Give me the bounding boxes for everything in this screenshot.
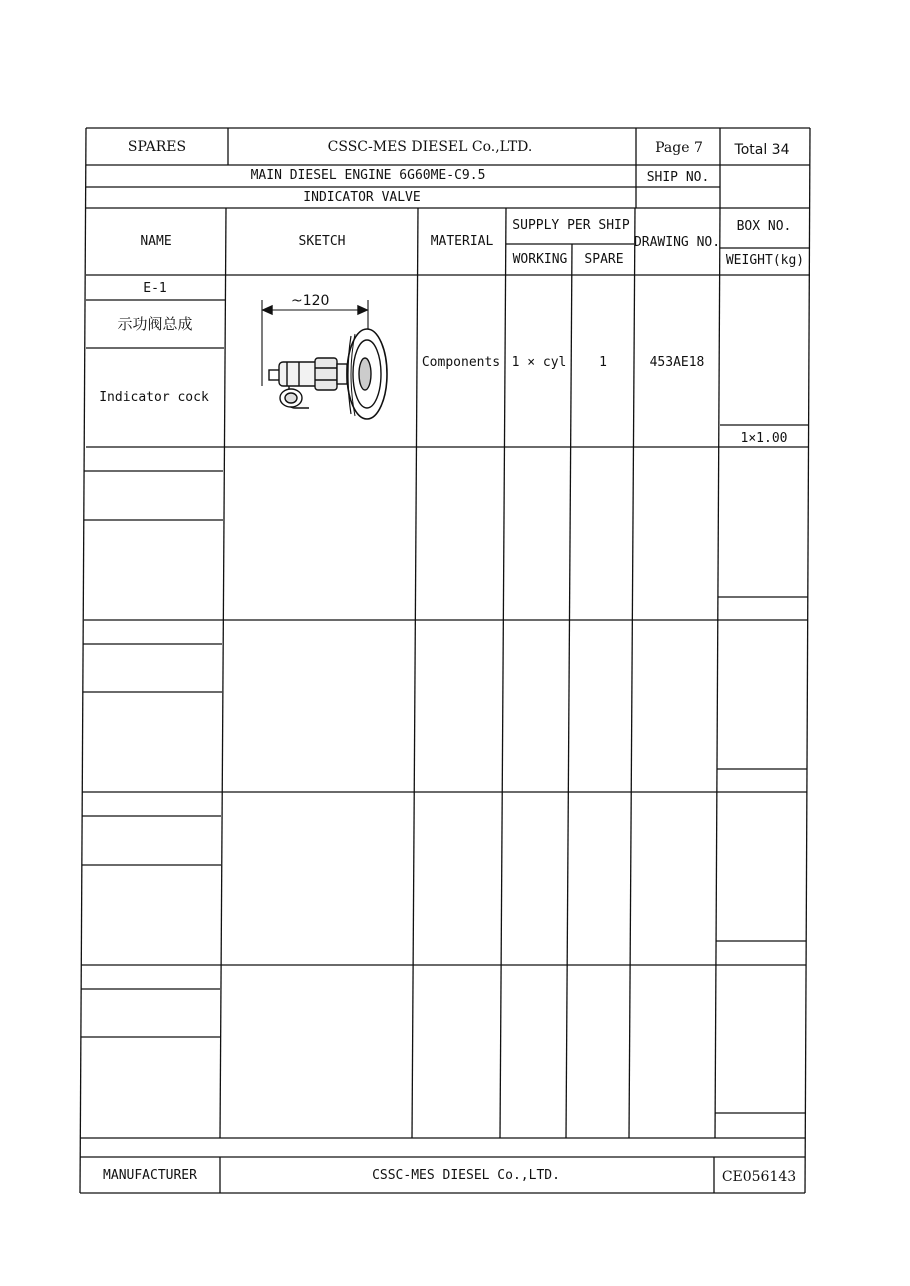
item-spare: 1 [599,355,607,370]
col-supply: SUPPLY PER SHIP [512,218,630,233]
manufacturer-label: MANUFACTURER [103,1168,197,1183]
part-title: INDICATOR VALVE [303,190,421,205]
company-title: CSSC-MES DIESEL Co.,LTD. [327,139,533,155]
item-material: Components [421,355,501,370]
col-drawing-no: DRAWING NO. [633,235,721,250]
document-number: CE056143 [721,1169,797,1185]
item-drawing-no: 453AE18 [649,355,705,370]
item-weight: 1×1.00 [740,431,788,446]
total-pages: Total 34 [734,142,790,158]
ship-no-label: SHIP NO. [646,170,710,185]
item-code: E-1 [143,281,167,296]
item-working: 1 × cyl [511,355,567,370]
item-name-cn: 示功阀总成 [117,315,193,333]
col-weight: WEIGHT(kg) [725,253,805,268]
sketch-dimension: ~120 [291,293,330,309]
col-name: NAME [140,234,172,249]
engine-title: MAIN DIESEL ENGINE 6G60ME-C9.5 [250,168,486,183]
col-sketch: SKETCH [298,234,346,249]
col-material: MATERIAL [430,234,494,249]
col-box-no: BOX NO. [736,219,792,234]
manufacturer-name: CSSC-MES DIESEL Co.,LTD. [372,1168,560,1183]
col-spare: SPARE [584,252,624,267]
item-name-en: Indicator cock [99,390,209,405]
spares-label: SPARES [127,139,187,155]
indicator-cock-icon [255,290,395,425]
page-number: Page 7 [655,140,703,156]
col-working: WORKING [512,252,568,267]
